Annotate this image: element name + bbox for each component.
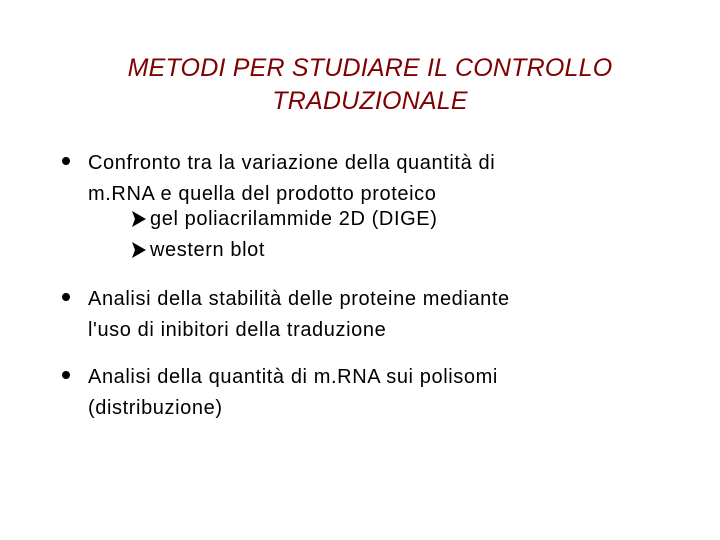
bullet-3-line-1: Analisi della quantità di m.RNA sui polisomi (88, 366, 498, 388)
bullet-2-line-2: l'uso di inibitori della traduzione (88, 319, 387, 341)
slide-title-line-1: METODI PER STUDIARE IL CONTROLLO (127, 54, 613, 82)
subitem-2 (132, 235, 265, 266)
bullet-2-line-1: Analisi della stabilità delle proteine mediante (88, 288, 510, 310)
arrow-right-icon (132, 211, 146, 227)
slide-title-line-2: TRADUZIONALE (272, 87, 468, 115)
bullet-text-3 (88, 362, 688, 424)
arrow-right-icon (132, 242, 146, 258)
bullet-1-line-1: Confronto tra la variazione della quantità di (88, 152, 496, 174)
round-bullet-icon (62, 371, 70, 379)
bullet-1-line-2: m.RNA e quella del prodotto proteico (88, 183, 437, 205)
bullet-text-2 (88, 284, 688, 346)
subitem-1-text: gel poliacrilammide 2D (DIGE) (150, 208, 438, 230)
round-bullet-icon (62, 293, 70, 301)
round-bullet-icon (62, 157, 70, 165)
bullet-3-line-2: (distribuzione) (88, 397, 223, 419)
subitem-1 (132, 204, 437, 235)
subitem-2-text: western blot (150, 239, 266, 261)
bullet-text-1 (88, 148, 688, 210)
